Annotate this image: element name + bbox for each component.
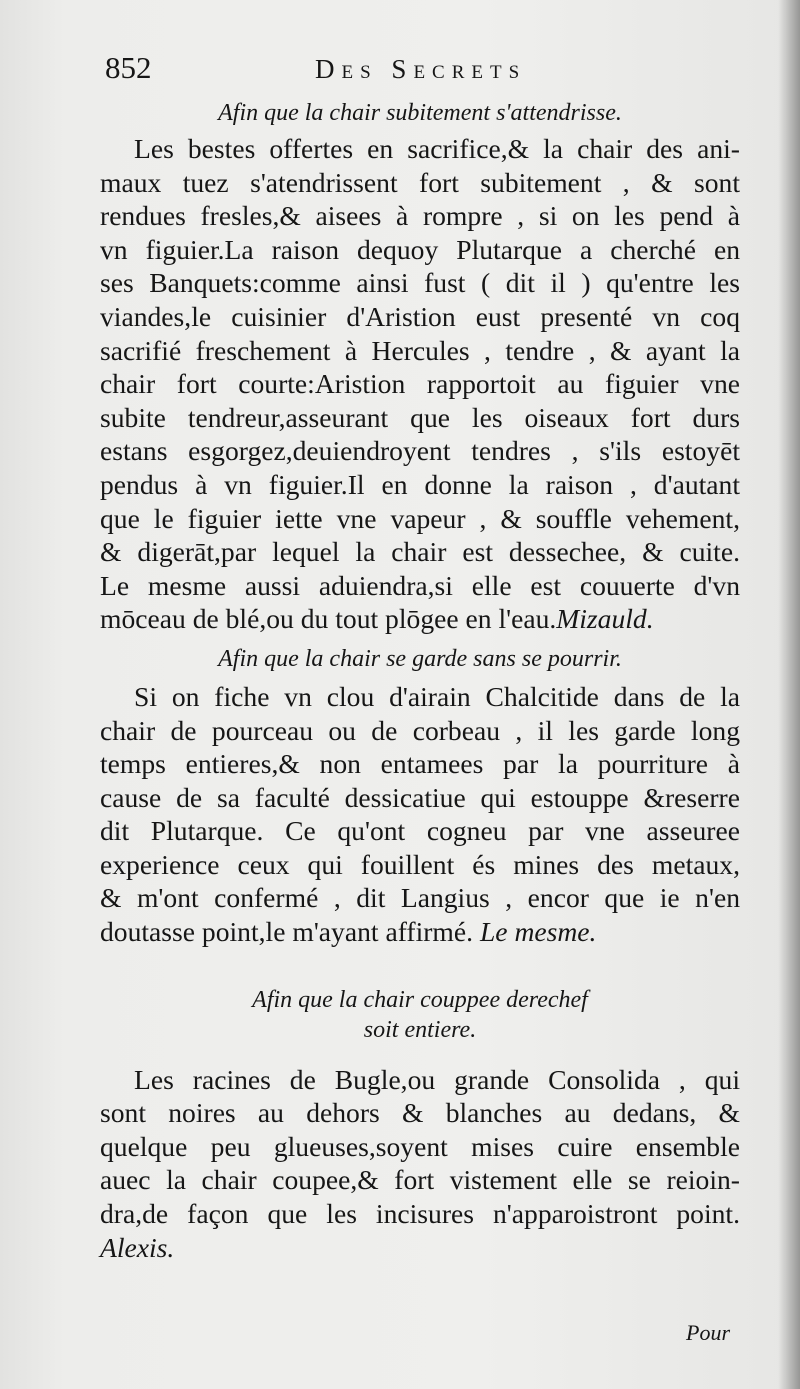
paragraph-1 [100,132,740,636]
page-number: 852 [105,50,152,85]
heading-line: soit entiere. [363,1016,477,1043]
section-heading-3 [100,985,740,1045]
text-line: estans esgorgez,deuiendroyent tendres , s'ils estoyēt [100,435,740,467]
paragraph-3 [100,1063,740,1265]
section-heading-2 [100,644,740,674]
section-heading-1 [100,98,740,128]
text-line: viandes,le cuisinier d'Aristion eust presenté vn coq [100,300,740,332]
author-attribution: Alexis. [100,1231,175,1263]
text-line: subite tendreur,asseurant que les oiseaux fort durs [100,401,740,433]
text-line: Les bestes offertes en sacrifice,& la chair des ani- [134,133,740,164]
paragraph-2 [100,680,740,949]
text-line: & m'ont confermé , dit Langius , encor que ie n'en [100,882,740,914]
heading-line: Afin que la chair couppee derechef [252,986,588,1013]
text-line: chair de pourceau ou de corbeau , il les garde long [100,714,740,746]
text-line: experience ceux qui fouillent és mines des metaux, [100,848,740,880]
text-line: maux tuez s'atendrissent fort subitement , & sont [100,166,740,198]
page-header [100,40,740,92]
text-block [100,92,740,1264]
text-line: quelque peu glueuses,soyent mises cuire ensemble [100,1130,740,1162]
text-line: rendues fresles,& aisees à rompre , si on les pend à [100,200,740,232]
text-line: ses Banquets:comme ainsi fust ( dit il ) qu'entre les [100,267,740,299]
text-line: dra,de façon que les incisures n'apparoistront point. [100,1198,740,1230]
text-line: que le figuier iette vne vapeur , & souffle vehement, [100,502,740,534]
text-line: & digerāt,par lequel la chair est dessechee, & cuite. [100,536,740,568]
text-line-last [100,602,740,636]
catchword: Pour [686,1320,730,1345]
author-attribution: Mizauld. [556,603,654,635]
text-line-last [100,915,740,949]
page-edge-shadow [778,0,800,1389]
text-line: chair fort courte:Aristion rapportoit au figuier vne [100,368,740,400]
text-line: Le mesme aussi aduiendra,si elle est couuerte d'vn [100,569,740,601]
text-line: pendus à vn figuier.Il en donne la raison , d'autant [100,468,740,500]
text-line: temps entieres,& non entamees par la pourriture à [100,748,740,780]
heading-line: Afin que la chair se garde sans se pourrir. [218,645,622,672]
text-line: Les racines de Bugle,ou grande Consolida , qui [134,1063,740,1095]
heading-line: Afin que la chair subitement s'attendrisse. [218,100,622,126]
running-head: Des Secrets [315,54,527,84]
text-line: auec la chair coupee,& fort vistement elle se reioin- [100,1164,740,1196]
text-line: sont noires au dehors & blanches au dedans, & [100,1097,740,1129]
text-line: vn figuier.La raison dequoy Plutarque a cherché en [100,233,740,265]
text-line: doutasse point,le m'ayant affirmé. [100,916,474,948]
text-line: mōceau de blé,ou du tout plōgee en l'eau. [100,603,557,635]
text-line: sacrifié freschement à Hercules , tendre , & ayant la [100,334,740,366]
text-line: dit Plutarque. Ce qu'ont cogneu par vne asseuree [100,815,740,847]
author-attribution: Le mesme. [479,916,597,948]
text-line: cause de sa faculté dessicatiue qui estouppe &reserre [100,781,740,813]
text-line: Si on fiche vn clou d'airain Chalcitide dans de la [134,680,740,712]
